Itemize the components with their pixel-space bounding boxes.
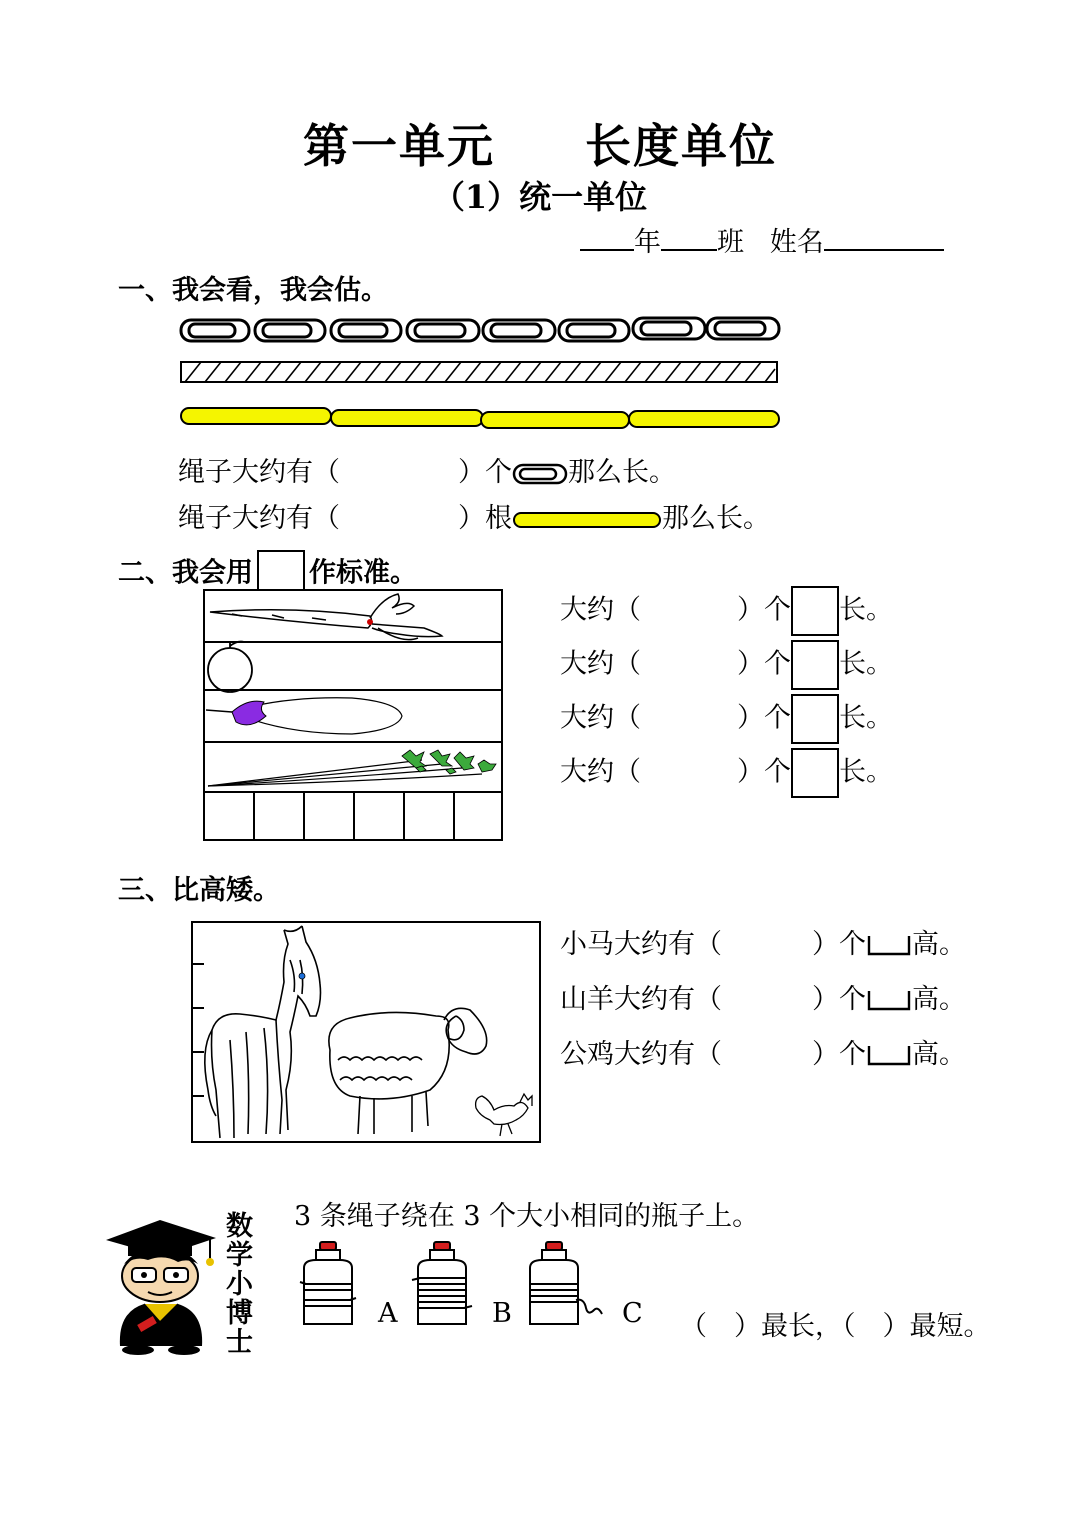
name-blank[interactable] <box>824 223 944 251</box>
paperclip-icon <box>633 318 705 339</box>
bottle-icon-a <box>300 1242 356 1324</box>
square-unit-icon <box>791 748 839 798</box>
stick-icon <box>181 408 331 424</box>
page-title <box>0 110 1080 176</box>
paperclip-icon <box>407 320 479 341</box>
grade-label: 年 <box>634 227 661 258</box>
paperclip-icon <box>331 320 401 341</box>
section2-row: 大约（ ）个 长。 <box>560 748 893 798</box>
bottle-icon-b <box>412 1242 472 1324</box>
section1-heading: 一、我会看，我会估。 <box>118 275 388 306</box>
square-unit-icon <box>791 640 839 690</box>
student-info <box>580 220 944 259</box>
mascot-badge: 数 学 小 博 士 <box>226 1211 253 1358</box>
section3-row: 公鸡大约有（ ）个 高。 <box>560 1039 966 1070</box>
name-label: 姓名 <box>769 227 824 258</box>
bottle-label-b: B <box>492 1298 512 1329</box>
paperclip-row <box>181 318 779 341</box>
stick-row <box>181 408 779 428</box>
stick-icon <box>481 412 629 428</box>
section2-row: 大约（ ）个 长。 <box>560 586 893 636</box>
unit-title: 第一单元 <box>303 119 495 173</box>
bonus-question: 3 条绳子绕在 3 个大小相同的瓶子上。 <box>294 1201 760 1232</box>
section3-row: 小马大约有（ ）个 高。 <box>560 929 966 960</box>
bracket-unit-icon <box>866 1044 912 1068</box>
class-blank[interactable] <box>661 223 717 251</box>
bottle-label-c: C <box>622 1298 643 1329</box>
section2-row: 大约（ ）个 长。 <box>560 694 893 744</box>
stick-icon <box>331 410 483 426</box>
square-unit-icon <box>791 586 839 636</box>
paperclip-icon <box>483 320 555 341</box>
rope-icon <box>181 362 777 382</box>
paperclip-icon <box>181 320 249 341</box>
animals-picture <box>190 920 542 1144</box>
bracket-unit-icon <box>866 934 912 958</box>
section2-row: 大约（ ）个 长。 <box>560 640 893 690</box>
lesson-subtitle: （1）统一单位 <box>432 178 648 216</box>
paperclip-icon <box>255 320 325 341</box>
grade-blank[interactable] <box>580 223 634 251</box>
bracket-unit-icon <box>866 989 912 1013</box>
topic-title: 长度单位 <box>585 119 777 173</box>
paperclip-icon <box>559 320 629 341</box>
stick-icon <box>629 411 779 427</box>
section2-heading: 二、我会用 作标准。 <box>118 550 417 598</box>
class-label: 班 <box>717 227 744 258</box>
vegetable-grid <box>202 588 504 842</box>
section1-question-1: 绳子大约有（ ）个 那么长。 <box>178 457 676 488</box>
section3-heading: 三、比高矮。 <box>118 875 280 906</box>
section1-figure <box>175 312 790 437</box>
bottle-label-a: A <box>378 1298 398 1329</box>
square-unit-icon <box>791 694 839 744</box>
section1-question-2: 绳子大约有（ ）根 那么长。 <box>178 503 770 534</box>
section3-row: 山羊大约有（ ）个 高。 <box>560 984 966 1015</box>
paperclip-icon <box>707 318 779 339</box>
doctor-mascot-icon <box>98 1216 224 1356</box>
stick-icon <box>512 508 662 532</box>
bonus-answer-line: （ ）最长，（ ）最短。 <box>680 1311 991 1342</box>
paperclip-icon <box>512 462 568 486</box>
bottle-icon-c <box>530 1242 602 1324</box>
bottles-figure <box>296 1238 612 1332</box>
